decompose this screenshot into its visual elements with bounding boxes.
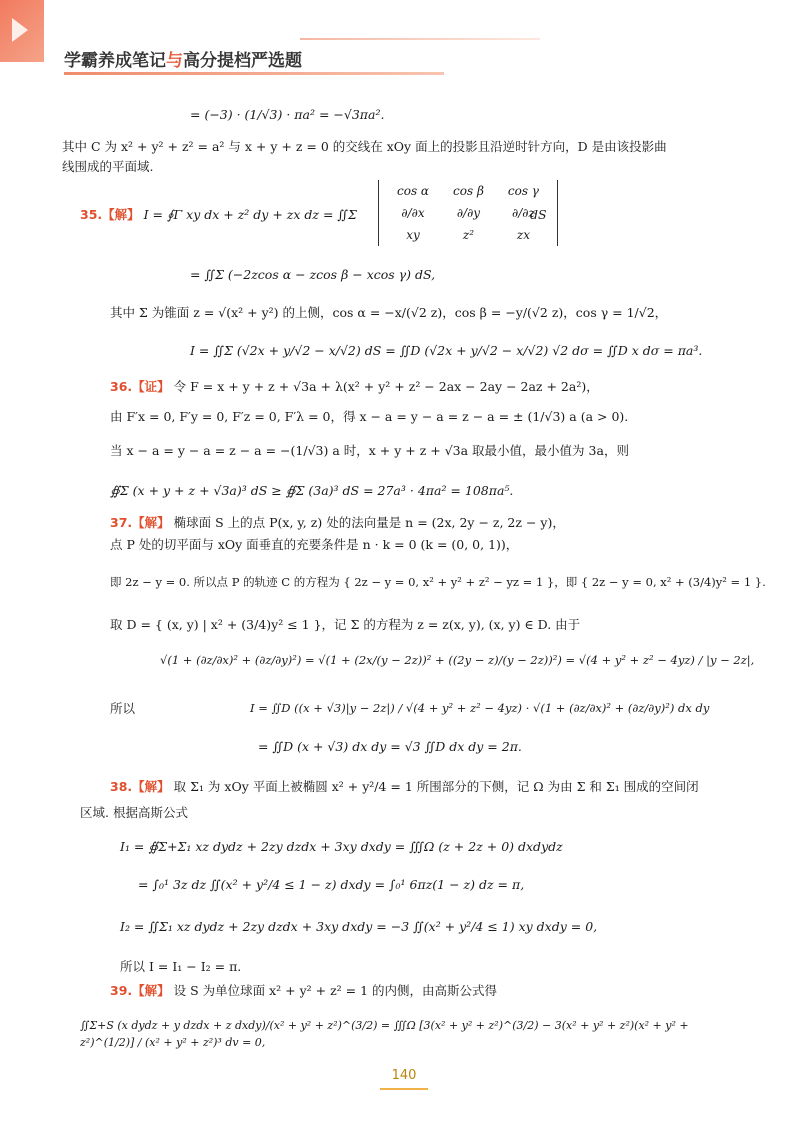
problem-38-line3: I₁ = ∯Σ+Σ₁ xz dydz + 2zy dzdx + 3xy dxdy = ∭Ω (z + 2z + 0) dxdydz bbox=[120, 839, 563, 854]
problem-37-label: 所以 bbox=[110, 701, 136, 716]
matrix-cell: cos α bbox=[397, 184, 430, 198]
problem-37-line7: = ∬D (x + √3) dx dy = √3 ∬D dx dy = 2π. bbox=[258, 739, 522, 754]
matrix-cell: ∂/∂z bbox=[512, 206, 535, 220]
problem-37-line4: 取 D = { (x, y) | x² + (3/4)y² ≤ 1 }，记 Σ 的方程为 z = z(x, y), (x, y) ∈ D. 由于 bbox=[110, 617, 581, 632]
problem-35-tag: 35.【解】 bbox=[80, 207, 140, 222]
problem-39-tag: 39.【解】 bbox=[110, 983, 170, 998]
problem-35-line4: I = ∬Σ (√2x + y/√2 − x/√2) dS = ∬D (√2x + y/√2 − x/√2) √2 dσ = ∬D x dσ = πa³. bbox=[190, 343, 703, 358]
text-line-2: 其中 C 为 x² + y² + z² = a² 与 x + y + z = 0 的交线在 xOy 面上的投影且沿逆时针方向，D 是由该投影曲 bbox=[62, 139, 667, 154]
problem-37-line3: 即 2z − y = 0. 所以点 P 的轨迹 C 的方程为 { 2z − y = 0, x² + y² + z² − yz = 1 }，即 { 2z − y = 0, x² + (3/4)y² = 1 }. bbox=[110, 575, 766, 589]
problem-35-line3: 其中 Σ 为锥面 z = √(x² + y²) 的上侧，cos α = −x/(√2 z)，cos β = −y/(√2 z)，cos γ = 1/√2， bbox=[110, 305, 668, 320]
problem-36 bbox=[110, 378, 599, 397]
problem-35 bbox=[80, 206, 357, 225]
problem-36-line1: 令 F = x + y + z + √3a + λ(x² + y² + z² − 2ax − 2ay − 2az + 2a²)， bbox=[173, 379, 599, 394]
header-title bbox=[64, 46, 302, 71]
problem-37-line6: I = ∬D ((x + √3)|y − 2z|) / √(4 + y² + z² − 4yz) · √(1 + (∂z/∂x)² + (∂z/∂y)²) dx dy bbox=[250, 701, 710, 715]
problem-35-ds: dS bbox=[530, 207, 547, 222]
problem-38 bbox=[110, 778, 699, 797]
problem-37 bbox=[110, 514, 565, 533]
header-title-accent: 与 bbox=[166, 51, 183, 71]
problem-38-line5: I₂ = ∬Σ₁ xz dydz + 2zy dzdx + 3xy dxdy = −3 ∬(x² + y²/4 ≤ 1) xy dxdy = 0, bbox=[120, 919, 598, 934]
problem-37-line5: √(1 + (∂z/∂x)² + (∂z/∂y)²) = √(1 + (2x/(y − 2z))² + ((2y − z)/(y − 2z))²) = √(4 + y² + z² − 4yz) / |y − 2z|, bbox=[160, 653, 755, 667]
problem-36-line2: 由 F′x = 0, F′y = 0, F′z = 0, F′λ = 0，得 x − a = y − a = z − a = ± (1/√3) a (a > 0). bbox=[110, 409, 629, 424]
matrix-cell: zx bbox=[516, 228, 530, 242]
header-decor-line bbox=[300, 38, 540, 40]
page-number: 140 bbox=[380, 1068, 428, 1090]
matrix-cell: ∂/∂x bbox=[401, 206, 425, 220]
problem-39-line2: ∬Σ+S (x dydz + y dzdx + z dxdy)/(x² + y² + z²)^(3/2) = ∭Ω [3(x² + y² + z²)^(3/2) − 3(x² + y² + z²)(x² + y² + z²)^(1/2)] / (x² + y² + z²)³ dv = 0, bbox=[80, 1019, 689, 1049]
header-title-part1: 学霸养成笔记 bbox=[64, 51, 166, 71]
problem-39 bbox=[110, 982, 497, 1001]
corner-decoration bbox=[0, 0, 44, 62]
matrix-cell: cos β bbox=[453, 184, 484, 198]
text-line-3: 线围成的平面域. bbox=[62, 159, 154, 174]
problem-38-line2: 区域. 根据高斯公式 bbox=[80, 805, 188, 820]
header-title-part2: 高分提档严选题 bbox=[183, 51, 302, 71]
problem-36-line4: ∯Σ (x + y + z + √3a)³ dS ≥ ∯Σ (3a)³ dS = 27a³ · 4πa² = 108πa⁵. bbox=[110, 483, 514, 498]
matrix-cell: cos γ bbox=[507, 184, 539, 198]
problem-36-line3: 当 x − a = y − a = z − a = −(1/√3) a 时，x + y + z + √3a 取最小值，最小值为 3a，则 bbox=[110, 443, 629, 458]
matrix-cell: ∂/∂y bbox=[456, 206, 481, 220]
problem-35-eq2: = ∬Σ (−2zcos α − zcos β − xcos γ) dS, bbox=[190, 267, 436, 282]
problem-37-tag: 37.【解】 bbox=[110, 515, 170, 530]
problem-38-tag: 38.【解】 bbox=[110, 779, 170, 794]
matrix-cell: xy bbox=[406, 228, 420, 242]
problem-36-tag: 36.【证】 bbox=[110, 379, 170, 394]
problem-37-line2: 点 P 处的切平面与 xOy 面垂直的充要条件是 n · k = 0 (k = (0, 0, 1))， bbox=[110, 537, 519, 552]
problem-38-line4: = ∫₀¹ 3z dz ∬(x² + y²/4 ≤ 1 − z) dxdy = ∫₀¹ 6πz(1 − z) dz = π, bbox=[138, 877, 525, 892]
header-underline bbox=[64, 72, 444, 75]
problem-38-line1: 取 Σ₁ 为 xOy 平面上被椭圆 x² + y²/4 = 1 所围部分的下侧，记 Ω 为由 Σ 和 Σ₁ 围成的空间闭 bbox=[173, 779, 699, 794]
eq-line-1: = (−3) · (1/√3) · πa² = −√3πa². bbox=[190, 107, 385, 122]
matrix-cell: z² bbox=[462, 228, 475, 242]
problem-37-line1: 椭球面 S 上的点 P(x, y, z) 处的法向量是 n = (2x, 2y − z, 2z − y)， bbox=[173, 515, 565, 530]
problem-39-line1: 设 S 为单位球面 x² + y² + z² = 1 的内侧，由高斯公式得 bbox=[173, 983, 498, 998]
problem-38-line6: 所以 I = I₁ − I₂ = π. bbox=[120, 959, 242, 974]
problem-35-eq1: I = ∮Γ xy dx + z² dy + zx dz = ∬Σ bbox=[143, 207, 357, 222]
